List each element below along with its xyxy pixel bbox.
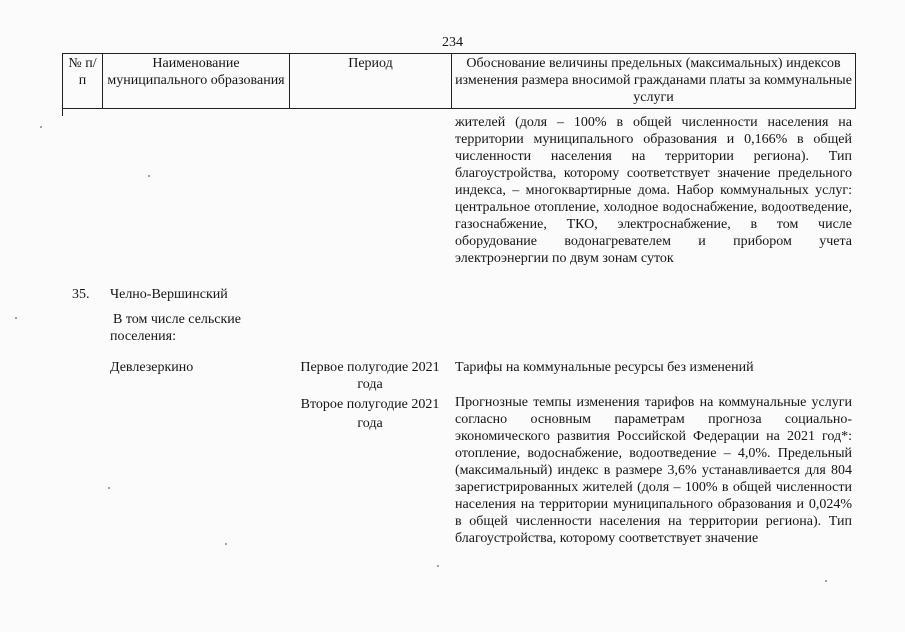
header-col-basis: Обоснование величины предельных (максимальных) индексов изменения размера вносимой гражданами платы за коммунальные услуги — [452, 54, 856, 109]
scan-speck — [225, 543, 227, 545]
period-second-half: Второе полугодие 2021 года — [300, 397, 440, 431]
table-header — [62, 53, 856, 109]
basis-unchanged-tariffs: Тарифы на коммунальные ресурсы без изменений — [455, 360, 754, 375]
continuation-text: жителей (доля – 100% в общей численности населения на территории муниципального образования и 0,166% в общей численности населения на территории региона). Тип благоустройства, которому соответствует значение предельного индекса, – многоквартирные дома. Набор коммунальных услуг: центральное отопление, холодное водоснабжение, водоотведение, газоснабжение, ТКО, электроснабжение, в том числе оборудование водонагревателем и прибором учета электроэнергии по двум зонам суток — [455, 115, 852, 266]
row-number: 35. — [72, 287, 90, 302]
header-col-period: Период — [290, 54, 452, 109]
period-first-half: Первое полугодие 2021 года — [300, 360, 440, 392]
scan-speck — [15, 317, 17, 319]
scan-speck — [40, 126, 42, 128]
page-number: 234 — [442, 35, 463, 50]
subheading-rural-settlements: В том числе сельские поселения: — [110, 312, 242, 344]
scan-speck — [108, 487, 110, 489]
scan-speck — [148, 175, 150, 177]
table-left-border — [62, 106, 63, 116]
scan-speck — [825, 580, 827, 582]
header-col-municipality: Наименование муниципального образования — [103, 54, 290, 109]
scan-speck — [437, 565, 439, 567]
basis-forecast-text: Прогнозные темпы изменения тарифов на коммунальные услуги согласно основным параметрам прогноза социально-экономического развития Российской Федерации на 2021 год*: отопление, водоснабжение, водоотведение – 4,0%. Предельный (максимальный) индекс в размере 3,6% устанавливается для 804 зарегистрированных жителей (доля – 100% в общей численности населения на территории муниципального образования и 0,024% в общей численности населения на территории региона). Тип благоустройства, которому соответствует значение — [455, 395, 852, 546]
settlement-name: Девлезеркино — [110, 360, 194, 375]
municipality-name: Челно-Вершинский — [110, 287, 228, 302]
header-col-number: № п/п — [63, 54, 103, 109]
